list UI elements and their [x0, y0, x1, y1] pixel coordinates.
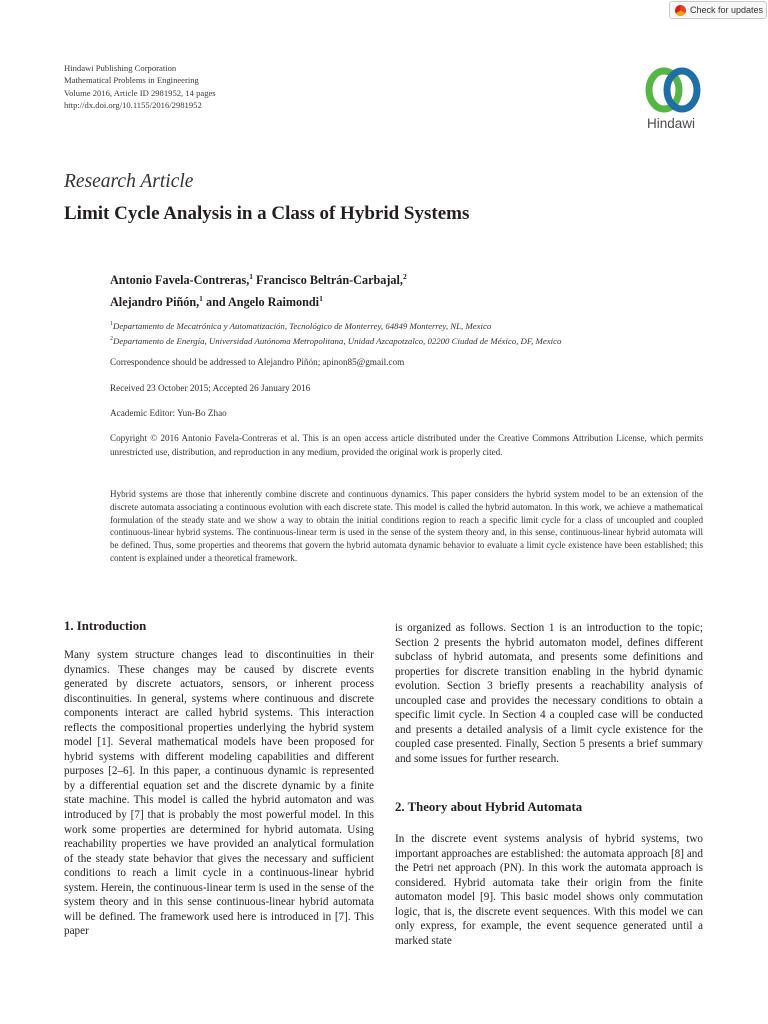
- correspondence: Correspondence should be addressed to Alejandro Piñón; apinon85@gmail.com: [110, 357, 405, 367]
- affiliation-number: 1: [110, 321, 113, 327]
- doi-link[interactable]: http://dx.doi.org/10.1155/2016/2981952: [64, 100, 202, 111]
- abstract: Hybrid systems are those that inherently combine discrete and continuous dynamics. This paper considers the hybrid system model to be an extension of the discrete automata associating a continuous evolution with each discrete state. This model is called the hybrid automaton. In this work, we achieve a mathematical formulation of the steady state and we show a way to obtain the initial conditions region to reach a specific limit cycle for a class of uncoupled and coupled continuous-linear hybrid systems. The continuous-linear term is used in the sense of the system theory and, in this sense, continuous-linear hybrid automata will be defined. Thus, some properties and theorems that govern the hybrid automata dynamic behavior to evaluate a limit cycle existence have been established; this content is explained under a theoretical framework.: [110, 489, 703, 563]
- affiliation-marker: 1: [249, 272, 253, 281]
- journal-info: [64, 62, 216, 112]
- affiliation-marker: 1: [319, 293, 323, 303]
- article-title: Limit Cycle Analysis in a Class of Hybrid Systems: [64, 203, 470, 224]
- introduction-continued-text: is organized as follows. Section 1 is an introduction to the topic; Section 2 presents the hybrid automaton model, defines different subclass of hybrid automata, and presents some definitions and properties for discrete transition enabling in the hybrid dynamic evolution. Section 3 briefly presents a reachability analysis of uncoupled case and provides the necessary conditions to obtain a specific limit cycle. In Section 4 a coupled case will be conducted and presents a detailed analysis of a limit cycle existence for the coupled case presented. Finally, Section 5 presents a brief summary and some issues for further research.: [395, 622, 703, 765]
- check-for-updates-button[interactable]: [669, 1, 767, 19]
- introduction-text: Many system structure changes lead to discontinuities in their dynamics. These changes may be caused by discrete events generated by discrete actuators, sensors, or inherent process discontinuities. In general, systems where continuous and discrete components interact are called hybrid systems. This interaction reflects the compositional properties underlying the hybrid system model [1]. Several mathematical models have been proposed for hybrid systems with different modeling capabilities and different purposes [2–6]. In this paper, a continuous dynamic is represented by a differential equation set and the discrete dynamic by a finite state machine. This model is called the hybrid automaton and was introduced by [7] that is probably the most powerful model. In this work some properties are determined for hybrid automata. Using reachability properties we have provided an analytical formulation of the steady state behavior that gives the necessary and sufficient conditions to reach a limit cycle in a continuous-linear hybrid system. Herein, the continuous-linear term is used in the sense of the system theory and in this sense continuous-linear hybrid automata will be defined. The framework used here is introduced in [7]. This paper: [64, 649, 374, 938]
- received-dates: Received 23 October 2015; Accepted 26 January 2016: [110, 383, 311, 393]
- publisher: Hindawi Publishing Corporation: [64, 63, 177, 73]
- affiliation-text: Departamento de Mecatrónica y Automatización, Tecnológico de Monterrey, 64849 Monterrey, NL, Mexico: [113, 321, 492, 331]
- hindawi-wordmark: Hindawi: [646, 116, 696, 131]
- check-for-updates-label: Check for updates: [690, 5, 764, 15]
- academic-editor: Academic Editor: Yun-Bo Zhao: [110, 408, 227, 418]
- affiliations: [110, 318, 561, 349]
- theory-text: In the discrete event systems analysis of hybrid systems, two important approaches are established: the automata approach [8] and the Petri net approach (PN). In this work the automata approach is considered. Hybrid automata take their origin from the finite automaton model [9]. This basic model shows only commutation logic, that is, the discrete event sequences. With this model we can only express, for example, the event sequence generated until a marked state: [395, 833, 703, 947]
- author-name: Alejandro Piñón,: [110, 294, 200, 309]
- article-type: Research Article: [64, 171, 194, 192]
- affiliation-marker: 1: [199, 293, 203, 303]
- author-name: and Angelo Raimondi: [202, 294, 320, 309]
- author-list: [110, 268, 407, 311]
- copyright-notice: Copyright © 2016 Antonio Favela-Contreras et al. This is an open access article distributed under the Creative Commons Attribution License, which permits unrestricted use, distribution, and reproduction in any medium, provided the original work is properly cited.: [110, 433, 703, 457]
- affiliation-number: 2: [110, 336, 113, 343]
- affiliation-marker: 2: [402, 272, 407, 281]
- affiliation-2: [110, 333, 561, 348]
- volume-info: Volume 2016, Article ID 2981952, 14 pages: [64, 87, 216, 98]
- author-name: Antonio Favela-Contreras,: [110, 273, 250, 287]
- author-name: Francisco Beltrán-Carbajal,: [253, 273, 403, 287]
- section-title-theory: 2. Theory about Hybrid Automata: [395, 800, 583, 814]
- affiliation-1: [110, 318, 561, 333]
- affiliation-text: Departamento de Energía, Universidad Autónoma Metropolitana, Unidad Azcapotzalco, 02200 Ciudad de México, DF, Mexico: [113, 336, 562, 347]
- section-title-introduction: 1. Introduction: [64, 619, 147, 633]
- journal-name: Mathematical Problems in Engineering: [64, 75, 199, 86]
- crossmark-icon: [675, 5, 686, 16]
